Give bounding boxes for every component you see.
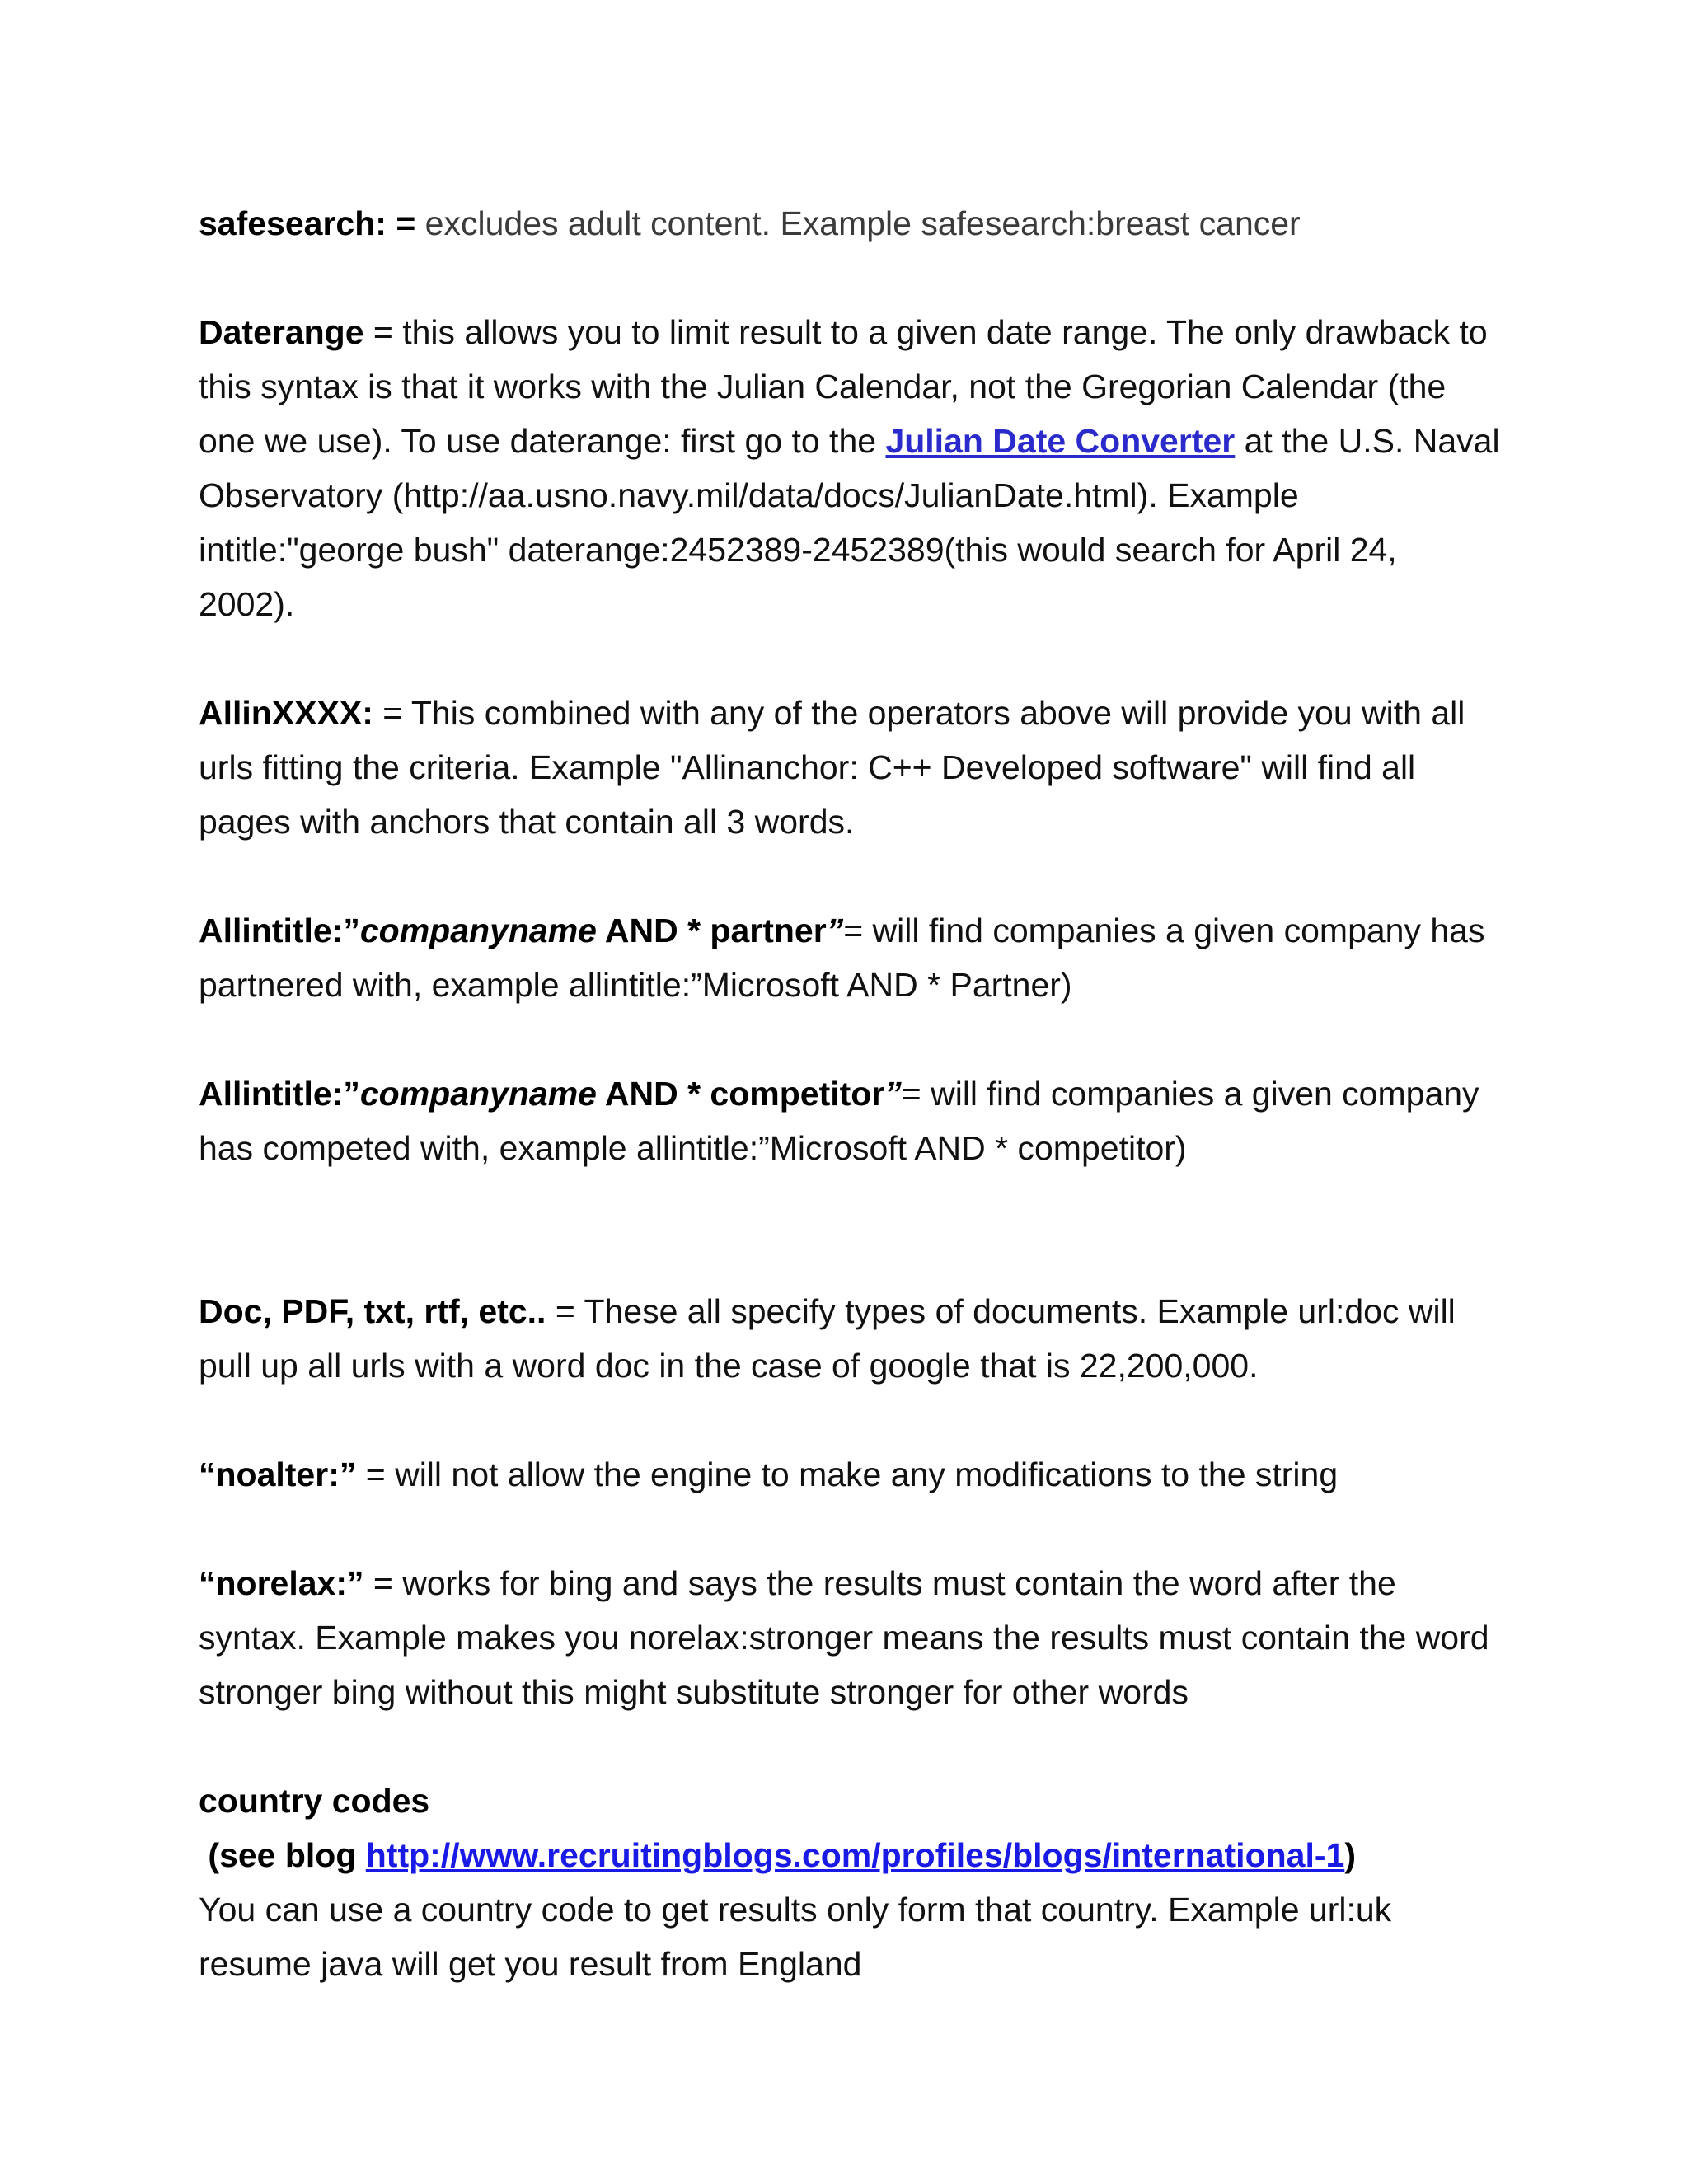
recruitingblogs-link[interactable]: http://www.recruitingblogs.com/profiles/blogs/international-1 (365, 1836, 1345, 1874)
norelax-description: = works for bing and says the results must contain the word after the syntax. Example makes you norelax:stronger means the results must contain the word stronger bing without this might substitute stronger for other words (199, 1564, 1489, 1711)
country-description: You can use a country code to get results only form that country. Example url:uk resume java will get you result from England (199, 1891, 1392, 1983)
see-blog-close: ) (1344, 1836, 1356, 1874)
daterange-description-cont: at the U.S. Naval Observatory (http://aa.usno.navy.mil/data/docs/JulianDate.html). Example intitle:"george bush" daterange:2452389-2452389(this would search for April 24, 2002). (199, 422, 1500, 623)
competitor-term-a: Allintitle:” (199, 1075, 360, 1113)
noalter-description: = will not allow the engine to make any modifications to the string (356, 1455, 1339, 1493)
allin-paragraph (199, 686, 1501, 849)
spacer (199, 1175, 1501, 1284)
partner-term-d: ” (826, 912, 844, 949)
spacer (199, 1502, 1501, 1556)
competitor-term-c: AND * competitor (596, 1075, 885, 1113)
partner-term-b: companyname (359, 912, 597, 949)
noalter-paragraph (199, 1447, 1501, 1502)
partner-description: = will find companies a given company has partnered with, example allintitle:”Microsoft AND * Partner) (199, 912, 1485, 1004)
country-heading: country codes (199, 1782, 430, 1820)
safesearch-description: excludes adult content. Example safesearch:breast cancer (424, 204, 1301, 242)
noalter-term: “noalter:” (199, 1455, 357, 1493)
partner-term-a: Allintitle:” (199, 912, 360, 949)
doctypes-description: = These all specify types of documents. Example url:doc will pull up all urls with a word doc in the case of google that is 22,200,000. (199, 1292, 1456, 1385)
allin-description: = This combined with any of the operators above will provide you with all urls fitting the criteria. Example "Allinanchor: C++ Developed software" will find all pages with anchors that contain all 3 words. (199, 694, 1465, 841)
safesearch-equals: = (386, 204, 425, 242)
competitor-paragraph (199, 1066, 1501, 1175)
document-body (199, 196, 1501, 1991)
julian-date-converter-link[interactable]: Julian Date Converter (885, 422, 1236, 460)
norelax-paragraph (199, 1556, 1501, 1719)
spacer (199, 1719, 1501, 1774)
spacer (199, 631, 1501, 686)
spacer (199, 251, 1501, 305)
doctypes-paragraph (199, 1284, 1501, 1393)
norelax-term: “norelax:” (199, 1564, 364, 1602)
daterange-term: Daterange (199, 313, 364, 351)
doctypes-term: Doc, PDF, txt, rtf, etc.. (199, 1292, 546, 1330)
partner-term-c: AND * partner (596, 912, 827, 949)
safesearch-term: safesearch: (199, 204, 387, 242)
daterange-paragraph (199, 305, 1501, 631)
competitor-term-d: ” (884, 1075, 902, 1113)
daterange-description: = this allows you to limit result to a given date range. The only drawback to this syntax is that it works with the Julian Calendar, not the Gregorian Calendar (the one we use). To use daterange: first go to the (199, 313, 1488, 460)
spacer (199, 849, 1501, 903)
competitor-description: = will find companies a given company has competed with, example allintitle:”Microsoft AND * competitor) (199, 1075, 1479, 1167)
spacer (199, 1393, 1501, 1447)
safesearch-paragraph (199, 196, 1501, 251)
competitor-term-b: companyname (359, 1075, 597, 1113)
partner-paragraph (199, 903, 1501, 1012)
country-see-blog (199, 1828, 1501, 1882)
spacer (199, 1012, 1501, 1066)
see-blog-open: (see blog (199, 1836, 366, 1874)
allin-term: AllinXXXX: (199, 694, 373, 732)
